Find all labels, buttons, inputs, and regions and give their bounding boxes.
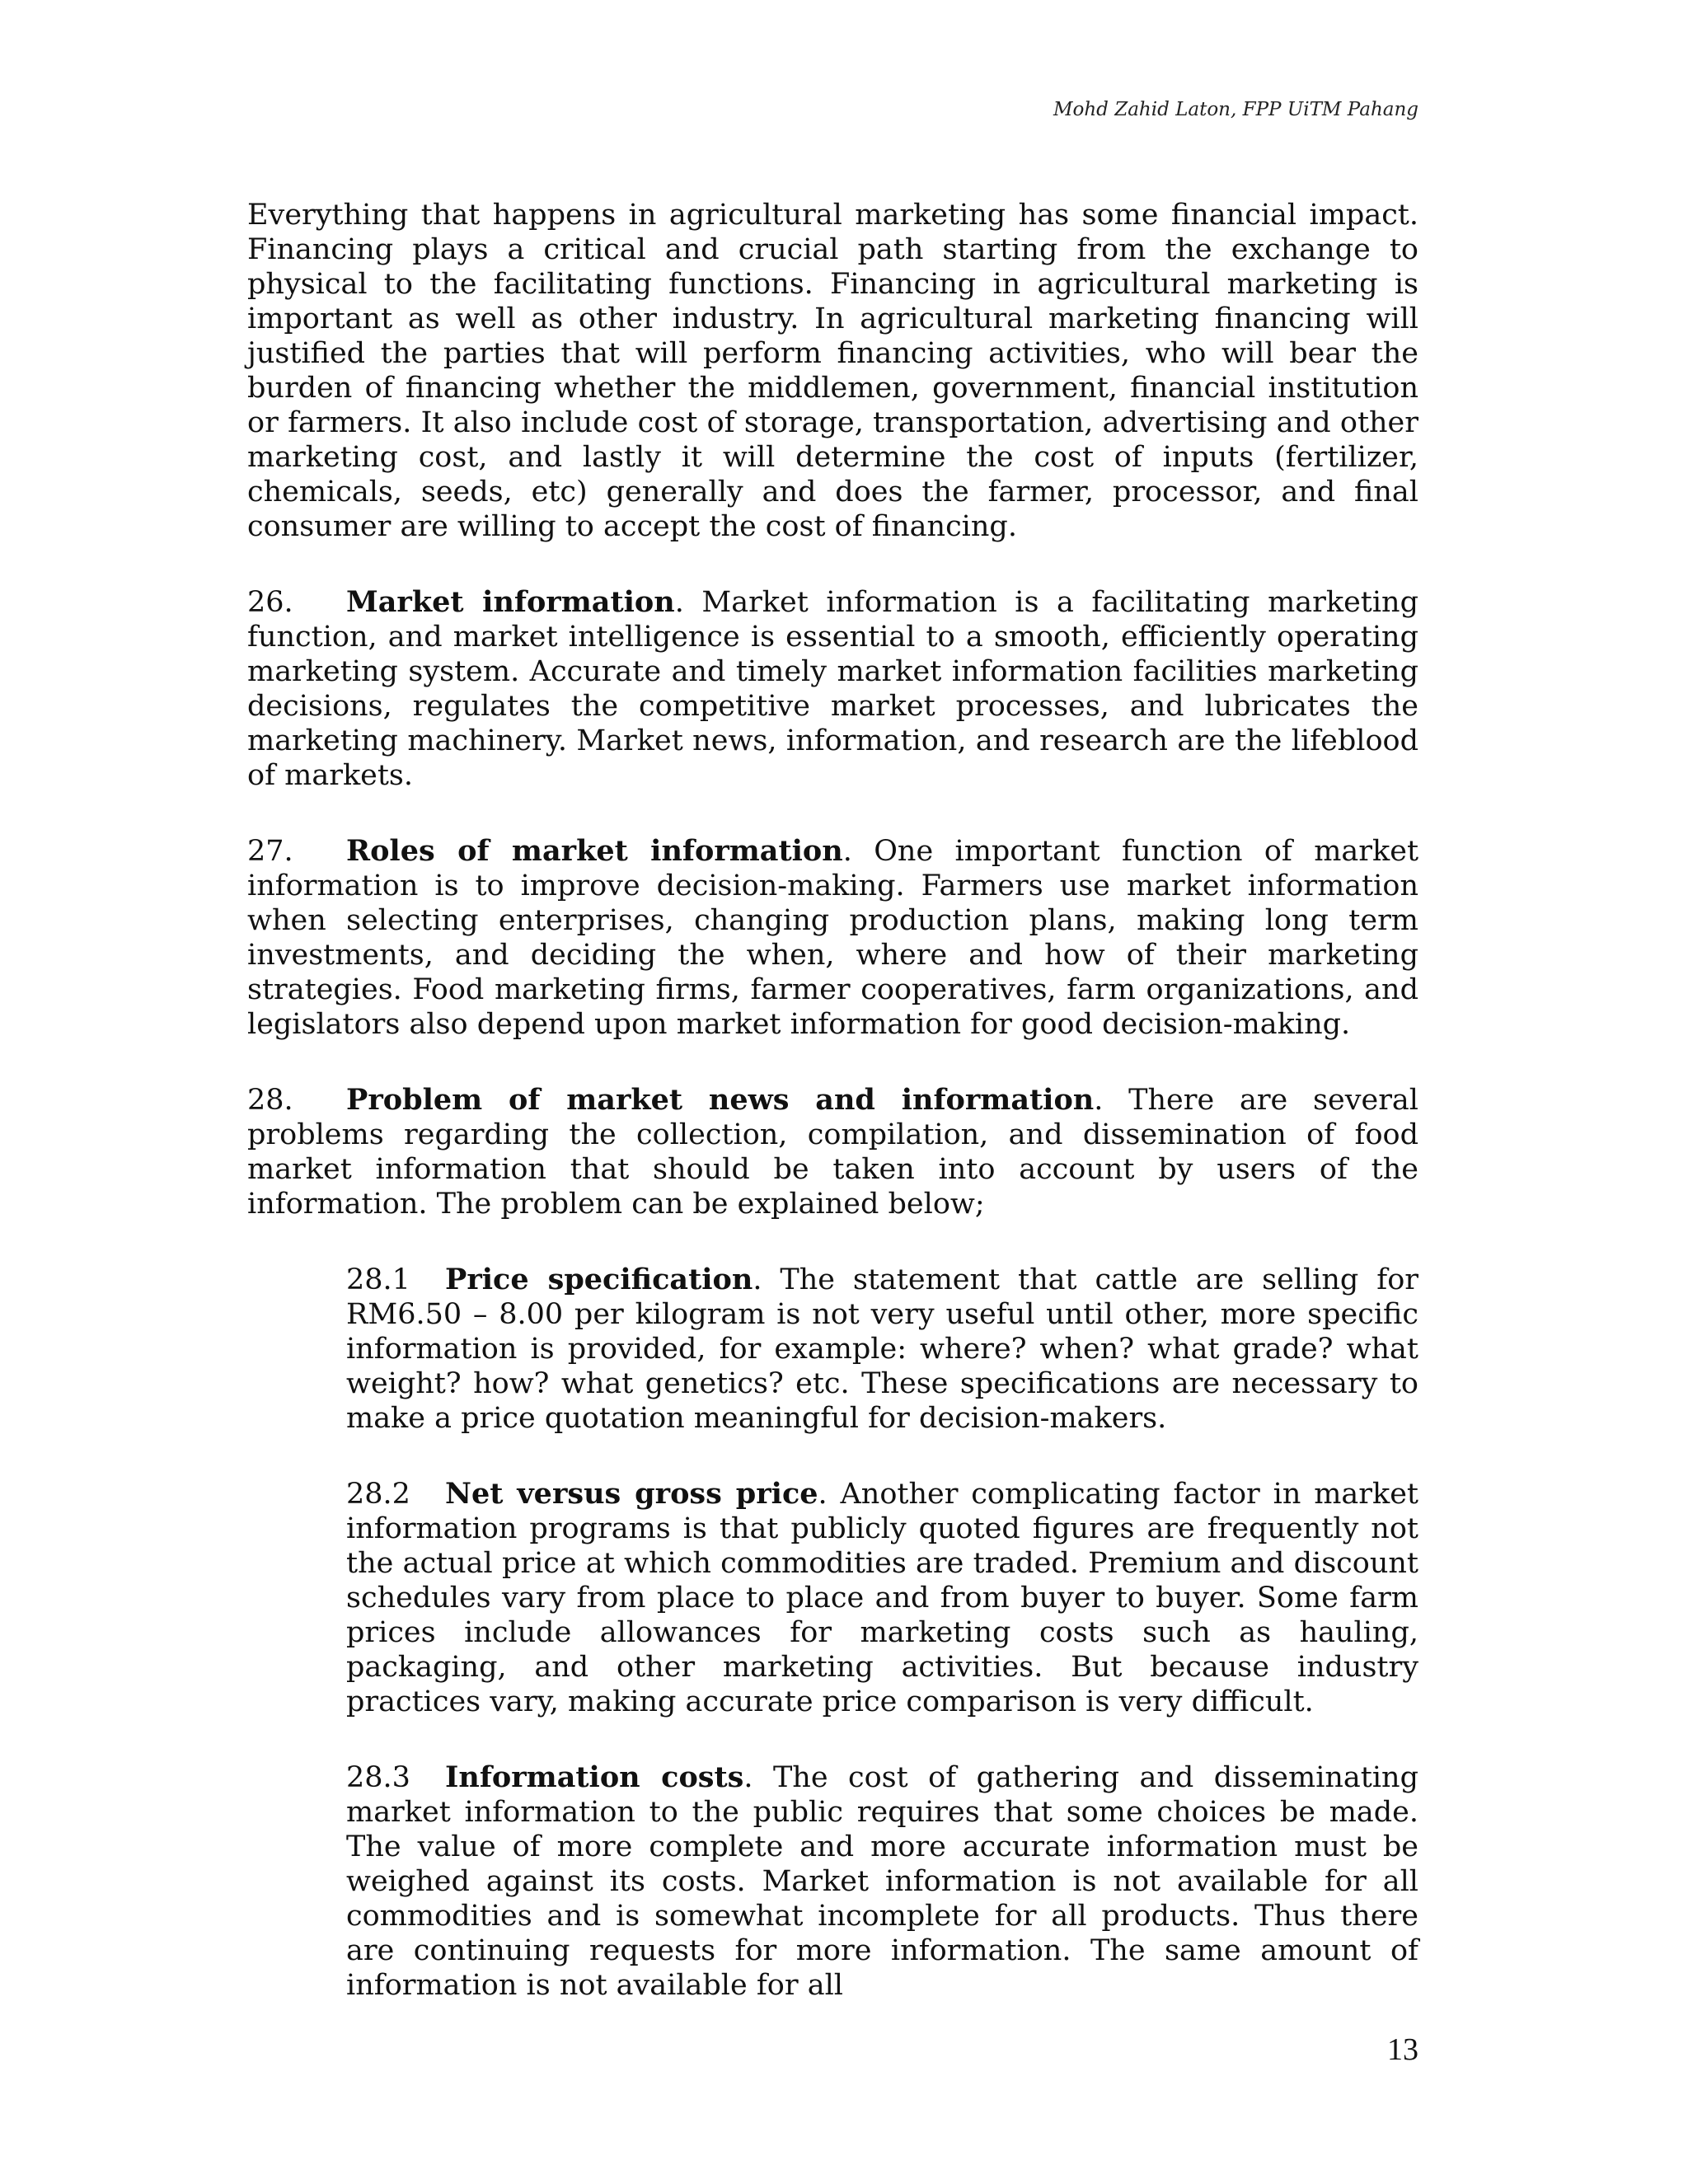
paragraph-28-1	[346, 1263, 1418, 1436]
paragraph-number: 28.	[247, 1084, 293, 1117]
body-text	[247, 198, 1418, 2044]
paragraph-28-3	[346, 1760, 1418, 2003]
intro-paragraph	[247, 198, 1418, 544]
paragraph-text: . One important function of market information is to improve decision-making. Farmers use market information when selecting enterprises, changing production plans, making long term investments, and deciding the when, where and how of their marketing strategies. Food marketing firms, farmer cooperatives, farm organizations, and legislators also depend upon market information for good decision-making.	[247, 835, 1419, 1041]
paragraph-title: Market information	[346, 585, 675, 619]
paragraph-title: Net versus gross price	[445, 1477, 818, 1511]
paragraph-number: 28.1	[346, 1263, 410, 1296]
paragraph-26	[247, 585, 1418, 793]
paragraph-title: Problem of market news and information	[346, 1083, 1095, 1117]
paragraph-number: 27.	[247, 835, 293, 868]
paragraph-text: . The cost of gathering and disseminating market information to the public requires that some choices be made. The value of more complete and more accurate information must be weighed against its costs. Market information is not available for all commodities and is somewhat incomplete for all products. Thus there are continuing requests for more information. The same amount of information is not available for all	[346, 1761, 1418, 2002]
paragraph-28	[247, 1083, 1418, 1221]
paragraph-text: . Another complicating factor in market information programs is that publicly quoted figures are frequently not the actual price at which commodities are traded. Premium and discount schedules vary from place to place and from buyer to buyer. Some farm prices include allowances for marketing costs such as hauling, packaging, and other marketing activities. But because industry practices vary, making accurate price comparison is very difficult.	[346, 1478, 1418, 1718]
paragraph-number: 26.	[247, 586, 293, 619]
paragraph-28-2	[346, 1477, 1418, 1719]
paragraph-text: . Market information is a facilitating marketing function, and market intelligence is essential to a smooth, efficiently operating marketing system. Accurate and timely market information facilities marketing decisions, regulates the competitive market processes, and lubricates the marketing machinery. Market news, information, and research are the lifeblood of markets.	[247, 586, 1419, 792]
page-number: 13	[1387, 2032, 1418, 2067]
paragraph-number: 28.3	[346, 1761, 410, 1794]
running-header: Mohd Zahid Laton, FPP UiTM Pahang	[1053, 99, 1418, 120]
paragraph-number: 28.2	[346, 1478, 410, 1511]
paragraph-title: Price specification	[445, 1263, 753, 1296]
paragraph-text: . There are several problems regarding the collection, compilation, and dissemination of food market information that should be taken into account by users of the information. The problem can be explained below;	[247, 1084, 1418, 1221]
paragraph-text: . The statement that cattle are selling for RM6.50 – 8.00 per kilogram is not very useful until other, more specific information is provided, for example: where? when? what grade? what weight? how? what genetics? etc. These specifications are necessary to make a price quotation meaningful for decision-makers.	[346, 1263, 1418, 1435]
paragraph-title: Information costs	[445, 1760, 744, 1794]
paragraph-title: Roles of market information	[346, 834, 843, 868]
intro-text: Everything that happens in agricultural marketing has some financial impact. Financing plays a critical and crucial path starting from the exchange to physical to the facilitating functions. Financing in agricultural marketing is important as well as other industry. In agricultural marketing financing will justified the parties that will perform financing activities, who will bear the burden of financing whether the middlemen, government, financial institution or farmers. It also include cost of storage, transportation, advertising and other marketing cost, and lastly it will determine the cost of inputs (fertilizer, chemicals, seeds, etc) generally and does the farmer, processor, and final consumer are willing to accept the cost of financing.	[247, 199, 1418, 543]
paragraph-27	[247, 834, 1418, 1042]
